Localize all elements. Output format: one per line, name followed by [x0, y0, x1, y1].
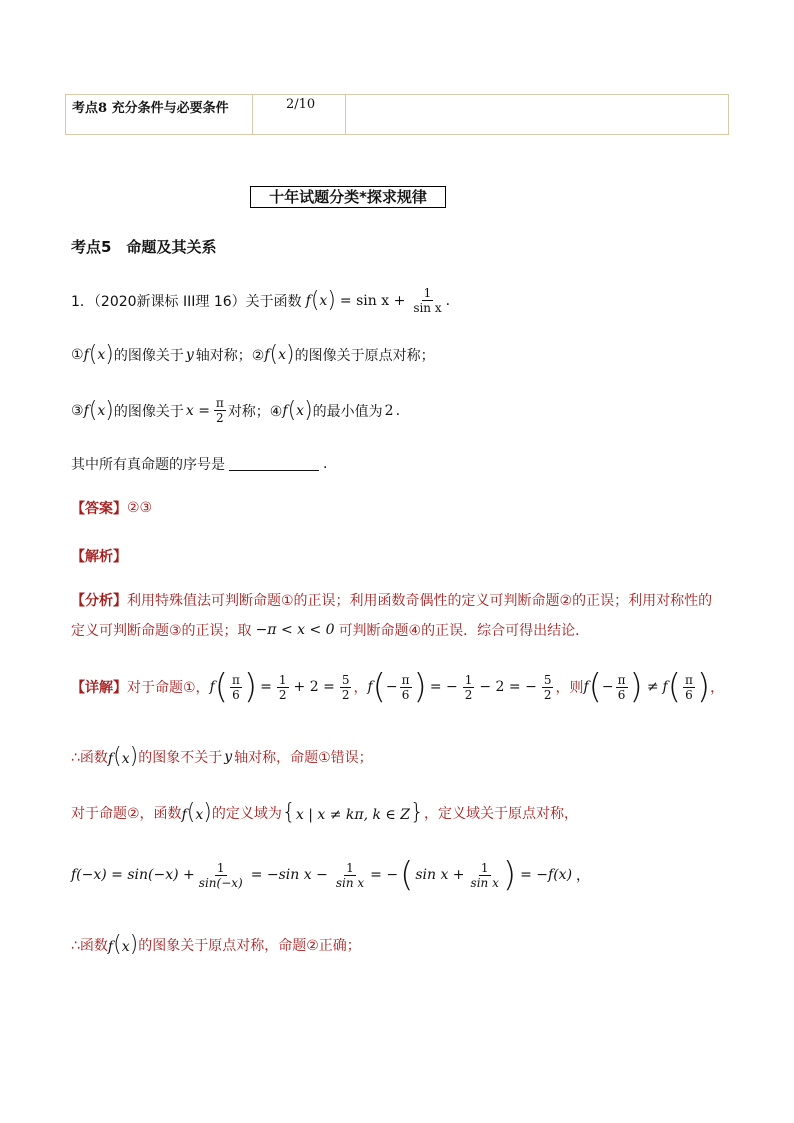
header-table — [65, 94, 729, 135]
header-page: 2/10 — [286, 97, 316, 112]
answer-blank — [229, 458, 319, 471]
conclusion-2: ∴函数 f(x) 的图象关于原点对称，命题②正确； — [71, 932, 361, 957]
propositions-3-4: ③ f ( x ) 的图像关于 x = $\frac{\pi}{2}$ 对称；④ f ( x ) 的最小值为 2 . — [71, 396, 401, 425]
question-line: 1．（2020新课标 III理 16）关于函数 f ( x ) = sin x + $\frac{1}{\text{sin x}}$ . — [71, 286, 451, 315]
domain-line: 对于命题②，函数 f(x) 的定义域为 {x | x ≠ kπ, k ∈ Z} ，定义域关于原点对称， — [71, 800, 578, 825]
header-topic: 考点8 充分条件与必要条件 — [72, 101, 229, 116]
propositions-1-2: ① f ( x ) 的图像关于 y 轴对称；② f ( x ) 的图像关于原点对称； — [71, 342, 435, 367]
conclusion-1: ∴函数 f(x) 的图象不关于 y 轴对称，命题①错误； — [71, 744, 373, 769]
fraction: $\frac{1}{\text{sin x}}$ — [413, 286, 442, 315]
question-intro: 1．（2020新课标 III理 16）关于函数 — [71, 293, 302, 310]
banner-title: 十年试题分类*探求规律 — [250, 186, 446, 208]
header-cell-page — [252, 95, 346, 134]
analysis-label: 【解析】 — [71, 549, 127, 565]
odd-calculation: f(−x) = sin(−x) + $\frac{1}{\sin(-x)}$ = −sin x − $\frac{1}{\text{sin x}}$ = − ( sin x + $\frac{1}{\text{sin x}}$ ) = −f(x) ， — [71, 855, 591, 895]
fenxi-line-2: 定义可判断命题③的正误；取 −π < x < 0 可判断命题④的正误．综合可得出结论． — [71, 622, 590, 639]
fenxi-line-1: 【分析】 利用特殊值法可判断命题①的正误；利用函数奇偶性的定义可判断命题②的正误；利用对称性的 — [71, 593, 713, 609]
xiangjie-line: 【详解】 对于命题①， f ( $\frac{\pi}{6}$ ) = $\frac{1}{2}$ + 2 = $\frac{5}{2}$ ， f ( − $\frac{\pi}{6}$ ) = − $\frac{1}{2}$ − 2 = − $\frac{5}{2}$ ，则 f ( − $\frac{\pi}{6}$ ) ≠ f ( $\frac{\pi}{6}$ ) ， — [71, 667, 725, 707]
header-cell-topic — [66, 95, 253, 134]
ask-line: 其中所有真命题的序号是 . — [71, 456, 328, 473]
answer-line: 【答案】 ②③ — [71, 500, 153, 517]
section-title: 考点5 命题及其关系 — [71, 238, 217, 256]
